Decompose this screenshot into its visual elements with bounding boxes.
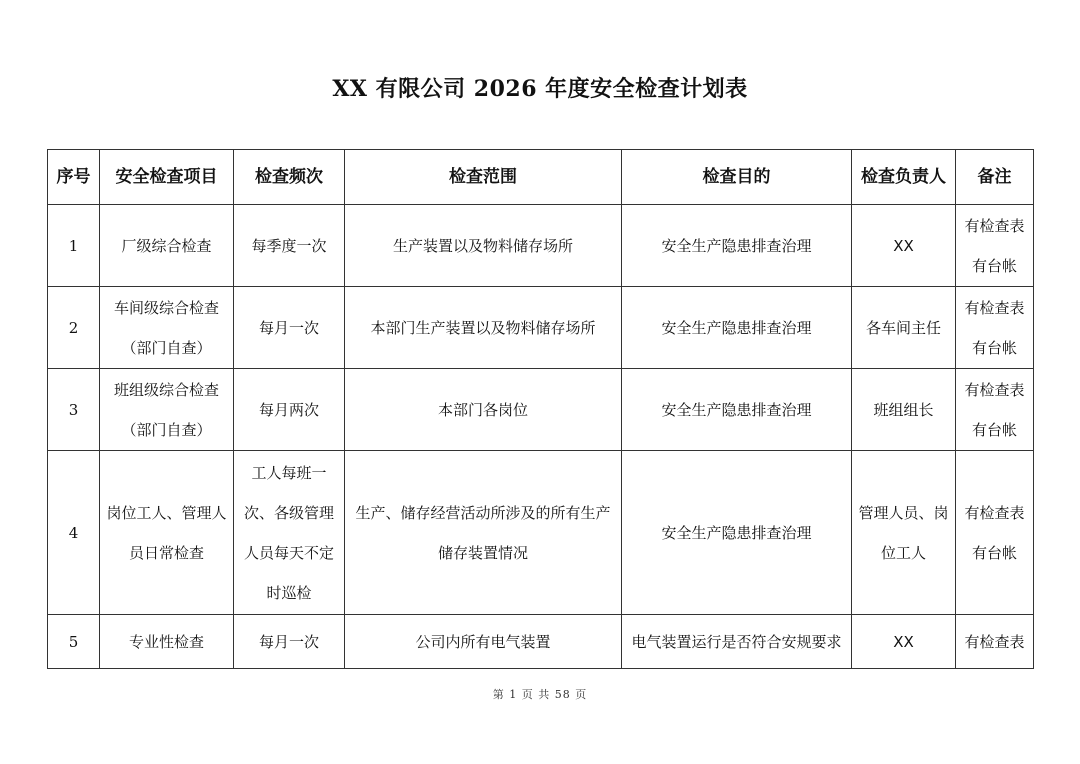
item-cell-line: （部门自查） bbox=[121, 420, 212, 439]
item-cell-line: 车间级综合检查 bbox=[113, 298, 219, 317]
table-body bbox=[48, 205, 1034, 669]
header-cell: 检查范围 bbox=[345, 150, 622, 205]
purpose-cell bbox=[622, 205, 852, 287]
scope-cell bbox=[345, 205, 622, 287]
note-cell-line: 有台帐 bbox=[971, 543, 1017, 562]
note-cell-line: 有台帐 bbox=[971, 420, 1017, 439]
table-row bbox=[48, 615, 1034, 669]
item-cell bbox=[100, 369, 234, 451]
frequency-cell-line: 每月一次 bbox=[258, 318, 319, 337]
owner-cell bbox=[852, 369, 956, 451]
note-cell-line: 有台帐 bbox=[971, 338, 1017, 357]
table-row bbox=[48, 369, 1034, 451]
frequency-cell-line: 时巡检 bbox=[266, 583, 312, 602]
page-footer: 第 1 页 共 58 页 bbox=[492, 688, 588, 701]
item-cell-line: 员日常检查 bbox=[128, 543, 204, 562]
note-cell-line: 有检查表 bbox=[964, 380, 1025, 399]
frequency-cell bbox=[234, 451, 345, 615]
scope-cell-line: 本部门各岗位 bbox=[437, 400, 528, 419]
owner-cell bbox=[852, 205, 956, 287]
header-cell: 检查目的 bbox=[622, 150, 852, 205]
item-cell-line: 厂级综合检查 bbox=[121, 236, 212, 255]
frequency-cell bbox=[234, 205, 345, 287]
frequency-cell-line: 工人每班一 bbox=[251, 463, 327, 482]
owner-cell-line: 各车间主任 bbox=[865, 318, 941, 337]
header-cell: 序号 bbox=[48, 150, 100, 205]
purpose-cell-line: 安全生产隐患排查治理 bbox=[661, 236, 812, 255]
owner-cell-line: 班组组长 bbox=[873, 400, 934, 419]
owner-cell-line: 管理人员、岗 bbox=[858, 503, 949, 522]
table-row bbox=[48, 205, 1034, 287]
frequency-cell-line: 人员每天不定 bbox=[243, 543, 334, 562]
note-cell-line: 有检查表 bbox=[964, 298, 1025, 317]
owner-cell bbox=[852, 287, 956, 369]
item-cell-line: （部门自查） bbox=[121, 338, 212, 357]
purpose-cell-line: 安全生产隐患排查治理 bbox=[661, 318, 812, 337]
item-cell-line: 班组级综合检查 bbox=[113, 380, 219, 399]
item-cell bbox=[100, 615, 234, 669]
row-number-cell: 4 bbox=[48, 451, 100, 615]
scope-cell bbox=[345, 369, 622, 451]
purpose-cell-line: 电气装置运行是否符合安规要求 bbox=[631, 632, 842, 651]
scope-cell-line: 本部门生产装置以及物料储存场所 bbox=[370, 318, 596, 337]
frequency-cell bbox=[234, 615, 345, 669]
table-header-row bbox=[48, 150, 1034, 205]
owner-cell-line: 位工人 bbox=[880, 543, 926, 562]
note-cell bbox=[956, 451, 1034, 615]
note-cell-line: 有检查表 bbox=[964, 632, 1025, 651]
note-cell-line: 有检查表 bbox=[964, 503, 1025, 522]
owner-cell-line: XX bbox=[893, 632, 914, 651]
frequency-cell-line: 每月一次 bbox=[258, 632, 319, 651]
scope-cell bbox=[345, 287, 622, 369]
item-cell bbox=[100, 205, 234, 287]
note-cell bbox=[956, 369, 1034, 451]
header-cell: 安全检查项目 bbox=[100, 150, 234, 205]
item-cell-line: 岗位工人、管理人 bbox=[106, 503, 227, 522]
frequency-cell-line: 每月两次 bbox=[258, 400, 319, 419]
scope-cell-line: 储存装置情况 bbox=[437, 543, 528, 562]
row-number-cell: 3 bbox=[48, 369, 100, 451]
row-number-cell: 1 bbox=[48, 205, 100, 287]
row-number-cell: 5 bbox=[48, 615, 100, 669]
owner-cell bbox=[852, 615, 956, 669]
item-cell-line: 专业性检查 bbox=[128, 632, 204, 651]
purpose-cell bbox=[622, 615, 852, 669]
owner-cell-line: XX bbox=[893, 236, 914, 255]
note-cell-line: 有台帐 bbox=[971, 256, 1017, 275]
safety-inspection-plan-table bbox=[47, 149, 1034, 669]
note-cell-line: 有检查表 bbox=[964, 216, 1025, 235]
table-row bbox=[48, 287, 1034, 369]
frequency-cell-line: 次、各级管理 bbox=[243, 503, 334, 522]
frequency-cell-line: 每季度一次 bbox=[251, 236, 327, 255]
header-cell: 备注 bbox=[956, 150, 1034, 205]
note-cell bbox=[956, 205, 1034, 287]
note-cell bbox=[956, 615, 1034, 669]
purpose-cell-line: 安全生产隐患排查治理 bbox=[661, 400, 812, 419]
table-row bbox=[48, 451, 1034, 615]
owner-cell bbox=[852, 451, 956, 615]
frequency-cell bbox=[234, 287, 345, 369]
row-number-cell: 2 bbox=[48, 287, 100, 369]
scope-cell bbox=[345, 451, 622, 615]
note-cell bbox=[956, 287, 1034, 369]
scope-cell-line: 生产装置以及物料储存场所 bbox=[392, 236, 573, 255]
scope-cell bbox=[345, 615, 622, 669]
purpose-cell bbox=[622, 369, 852, 451]
scope-cell-line: 公司内所有电气装置 bbox=[415, 632, 551, 651]
scope-cell-line: 生产、储存经营活动所涉及的所有生产 bbox=[355, 503, 611, 522]
page-title: XX 有限公司 2026 年度安全检查计划表 bbox=[332, 76, 748, 102]
frequency-cell bbox=[234, 369, 345, 451]
purpose-cell bbox=[622, 451, 852, 615]
purpose-cell-line: 安全生产隐患排查治理 bbox=[661, 523, 812, 542]
item-cell bbox=[100, 287, 234, 369]
header-cell: 检查负责人 bbox=[852, 150, 956, 205]
purpose-cell bbox=[622, 287, 852, 369]
header-cell: 检查频次 bbox=[234, 150, 345, 205]
item-cell bbox=[100, 451, 234, 615]
